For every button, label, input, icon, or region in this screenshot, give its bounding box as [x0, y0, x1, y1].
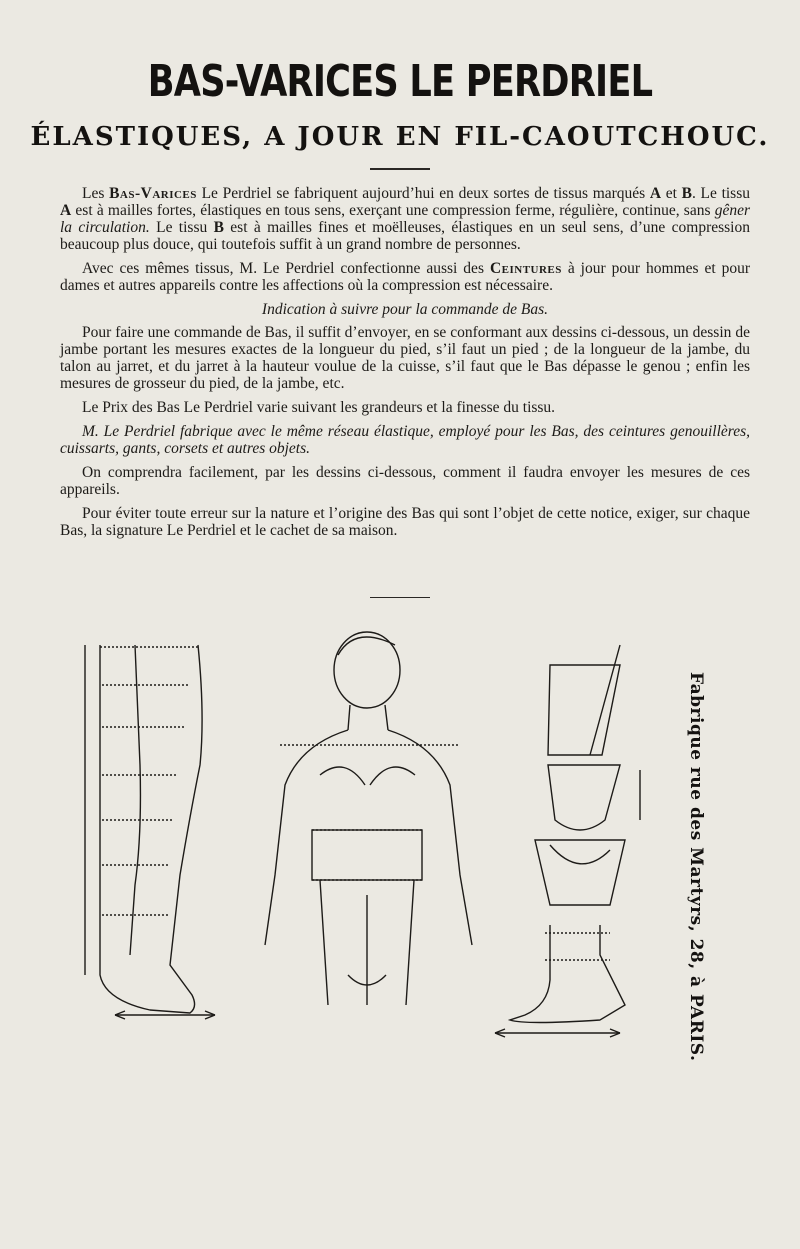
page-title: BAS-VARICES LE PERDRIEL [147, 56, 653, 107]
leg-measure-figure [85, 645, 215, 1019]
paragraph-signature: Pour éviter toute erreur sur la nature et l’origine des Bas qui sont l’objet de cette notice, exiger, sur chaque Bas, la signature Le Perdriel et le cachet de sa maison. [60, 505, 750, 539]
divider-bottom [370, 597, 430, 598]
paragraph-prix: Le Prix des Bas Le Perdriel varie suivant les grandeurs et la finesse du tissu. [82, 399, 556, 416]
torso-measure-figure [265, 632, 472, 1005]
paragraph-mesures: On comprendra facilement, par les dessins ci-dessous, comment il faudra envoyer les mesures de ces appareils. [60, 464, 750, 498]
measurement-illustrations [80, 615, 720, 1062]
page-subtitle: ÉLASTIQUES, A JOUR EN FIL-CAOUTCHOUC. [30, 122, 770, 152]
paragraph-commande: Pour faire une commande de Bas, il suffit d’envoyer, en se conformant aux dessins ci-dessous, un dessin de jambe portant les mesures exactes de la longueur du pied, s’il faut un pied ; de la longueur de la jambe, du talon au jarret, et du jarret à la hauteur voulue de la cuisse, s’il faut que le Bas dépasse le genou ; enfin les mesures de grosseur du pied, de la jambe, etc. [60, 324, 750, 392]
paragraph-objets: M. Le Perdriel fabrique avec le même réseau élastique, employé pour les Bas, des ceintures genouillères, cuissarts, gants, corsets et autres objets. [60, 423, 750, 457]
notice-text [60, 185, 750, 546]
address-vertical-text: Fabrique rue des Martyrs, 28, à PARIS. [686, 672, 706, 1062]
paragraph-ceintures: Avec ces mêmes tissus, M. Le Perdriel confectionne aussi des Ceintures à jour pour hommes et pour dames et autres appareils contre les affections où la compression est nécessaire. [60, 260, 750, 294]
divider-top [370, 168, 430, 170]
appliance-measure-figure [495, 645, 640, 1037]
section-heading: Indication à suivre pour la commande de Bas. [261, 301, 549, 318]
paragraph-tissus: Les Bas-Varices Le Perdriel se fabriquent aujourd’hui en deux sortes de tissus marqués A et B. Le tissu A est à mailles fortes, élastiques en tous sens, exerçant une compression ferme, régulière, continue, sans gêner la circulation. Le tissu B est à mailles fines et moëlleuses, élastiques en un seul sens, d’une compression beaucoup plus douce, qui toutefois suffit à un grand nombre de personnes. [60, 185, 750, 253]
